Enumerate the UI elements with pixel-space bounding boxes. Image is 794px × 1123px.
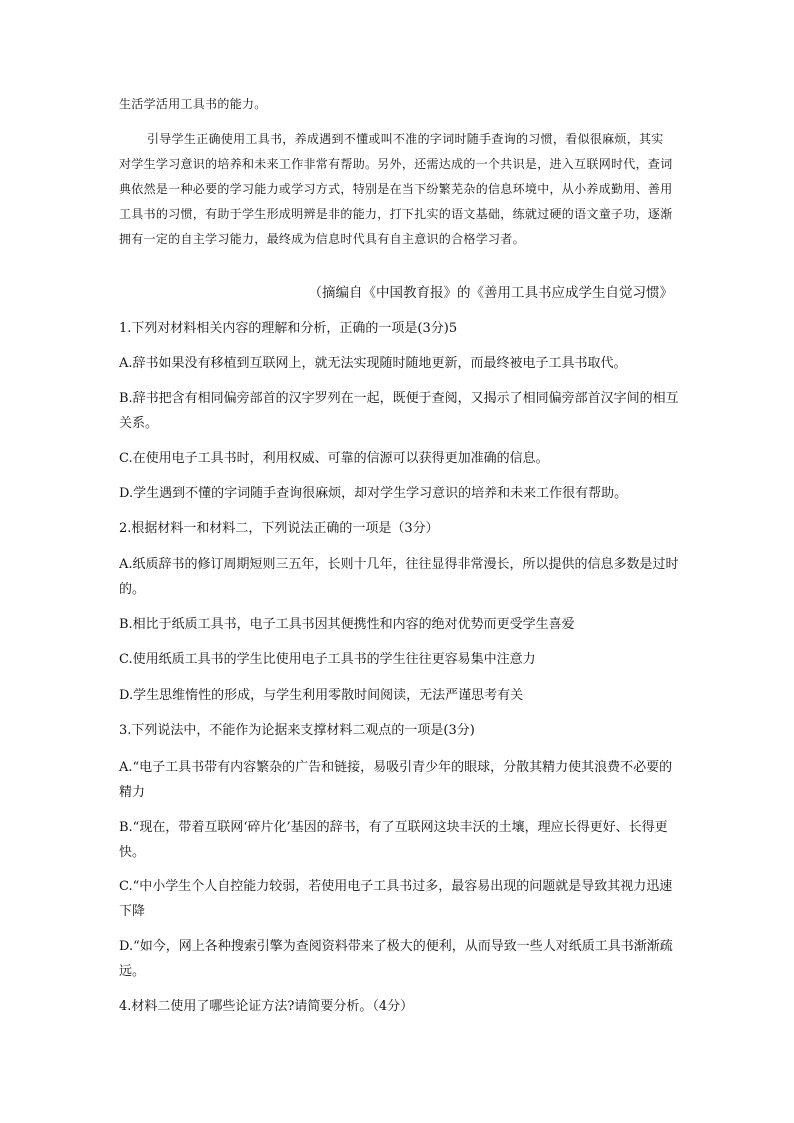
question-2-option-c: C.使用纸质工具书的学生比使用电子工具书的学生往往更容易集中注意力 — [119, 652, 536, 667]
question-1-option-b: B.辞书把含有相同偏旁部首的汉字罗列在一起，既便于查阅，又揭示了相同偏旁部首汉字间的相互关系。 — [119, 391, 679, 431]
source-citation: （摘编自《中国教育报》的《善用工具书应成学生自觉习惯》 — [308, 285, 673, 301]
passage-line-top: 生活学活用工具书的能力。 — [119, 97, 267, 111]
question-2-option-d: D.学生思维惰性的形成，与学生利用零散时间阅读，无法严谨思考有关 — [119, 688, 524, 703]
question-1-option-d: D.学生遇到不懂的字词随手查询很麻烦，却对学生学习意识的培养和未来工作很有帮助。 — [119, 486, 628, 501]
passage-paragraph: 引导学生正确使用工具书，养成遇到不懂或叫不准的字词时随手查询的习惯，看似很麻烦，其实对学生学习意识的培养和未来工作非常有帮助。另外，还需达成的一个共识是，进入互联网时代，查词典依然是一种必要的学习能力或学习方式，特别是在当下纷繁芜杂的信息环境中，从小养成勤用、善用工具书的习惯，有助于学生形成明辨是非的能力，打下扎实的语文基础，练就过硬的语文童子功，逐渐拥有一定的自主学习能力，最终成为信息时代具有自主意识的合格学习者。 — [119, 132, 673, 246]
question-2-option-b: B.相比于纸质工具书，电子工具书因其便携性和内容的绝对优势而更受学生喜爱 — [119, 617, 575, 632]
question-3-option-d: D.“如今，网上各种搜索引擎为查阅资料带来了极大的便利，从而导致一些人对纸质工具书渐渐疏远。 — [119, 939, 673, 979]
question-4-stem: 4.材料二使用了哪些论证方法?请简要分析。（4分） — [119, 999, 414, 1014]
question-2-option-a: A.纸质辞书的修订周期短则三五年，长则十几年，往往显得非常漫长，所以提供的信息多数是过时的。 — [119, 557, 679, 597]
question-1-option-c: C.在使用电子工具书时，利用权威、可靠的信源可以获得更加准确的信息。 — [119, 451, 549, 466]
question-1-stem: 1.下列对材料相关内容的理解和分析，正确的一项是(3分)5 — [119, 321, 458, 336]
question-3-option-a: A.“电子工具书带有内容繁杂的广告和链接，易吸引青少年的眼球，分散其精力使其浪费不必要的精力 — [119, 760, 673, 800]
question-2-stem: 2.根据材料一和材料二，下列说法正确的一项是（3分） — [119, 521, 439, 536]
question-3-option-b: B.“现在，带着互联网‘碎片化’基因的辞书，有了互联网这块丰沃的土壤，理应长得更好、长得更快。 — [119, 820, 668, 860]
question-1-option-a: A.辞书如果没有移植到互联网上，就无法实现随时随地更新，而最终被电子工具书取代。 — [119, 356, 627, 371]
question-3-stem: 3.下列说法中，不能作为论据来支撑材料二观点的一项是(3分) — [119, 723, 475, 738]
question-3-option-c: C.“中小学生个人自控能力较弱，若使用电子工具书过多，最容易出现的问题就是导致其视力迅速下降 — [119, 879, 673, 919]
